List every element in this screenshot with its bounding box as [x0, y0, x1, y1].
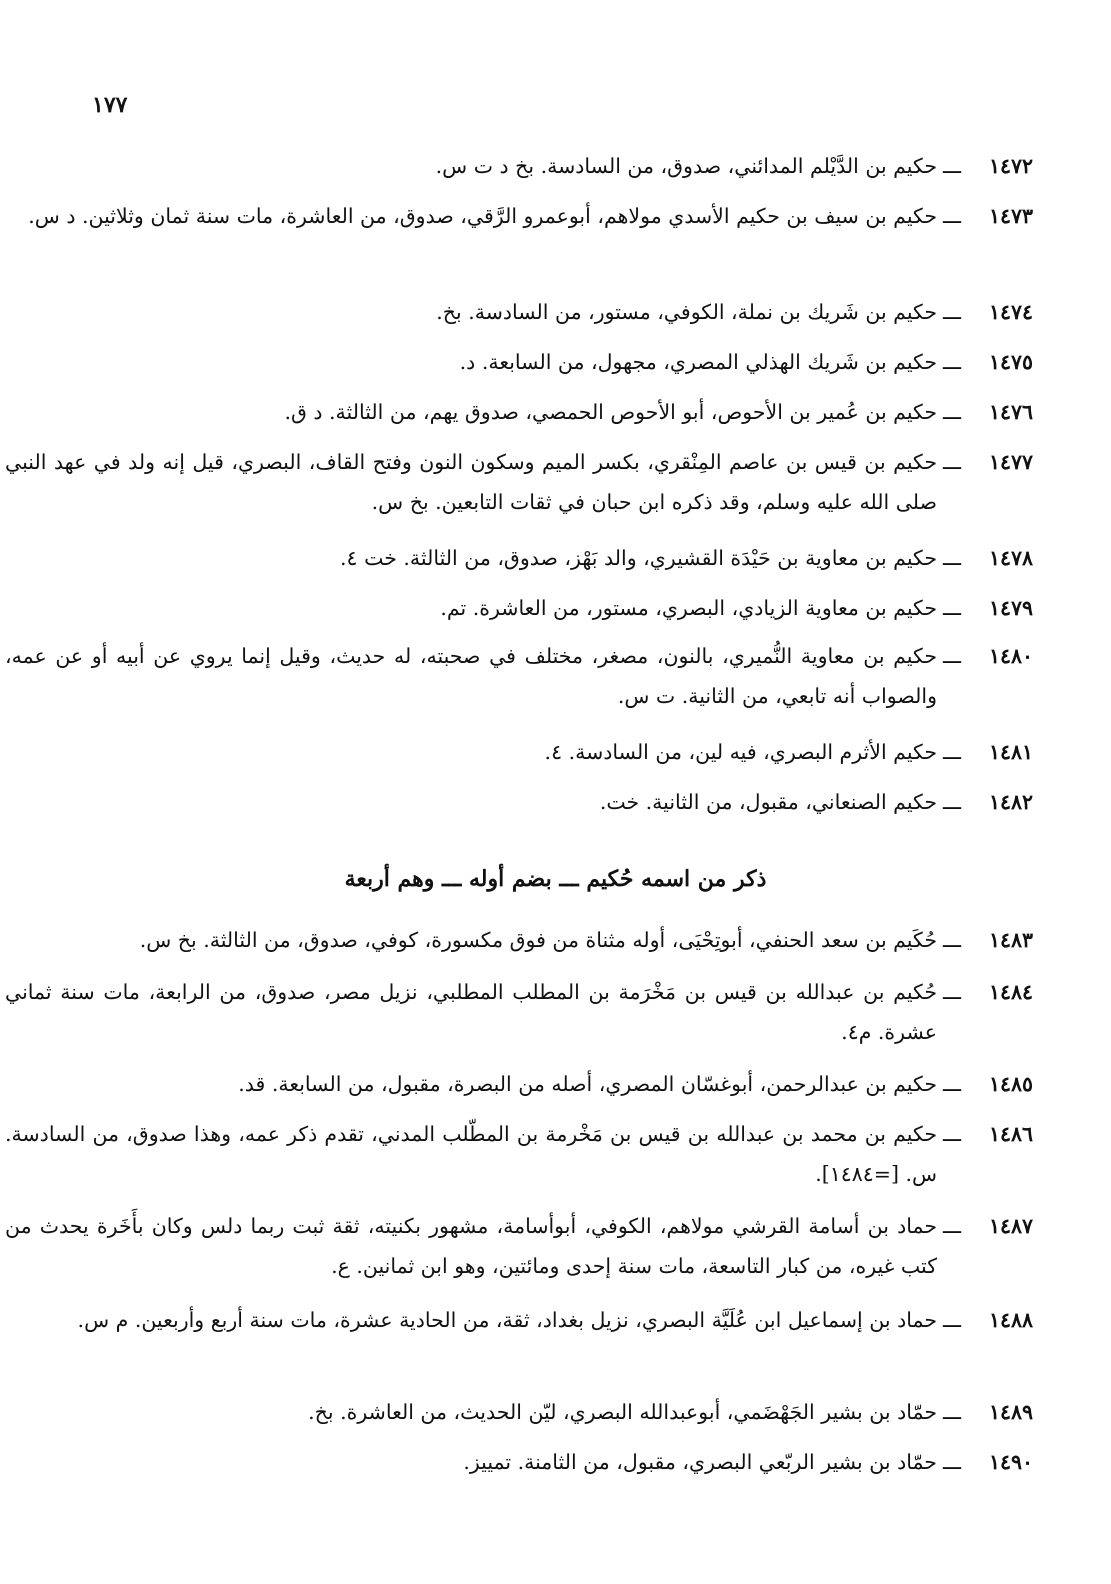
- entry-1488: [5, 1300, 1033, 1340]
- entry-number: ١٤٧٨: [988, 546, 1033, 570]
- entry-text: حكيم بن محمد بن عبدالله بن قيس بن مَخْرمة بن المطّلب المدني، تقدم ذكر عمه، وهذا صدوق، من السادسة. س. [=١٤٨٤].: [5, 1122, 937, 1186]
- entry-text: حكيم بن الدَّيْلم المدائني، صدوق، من السادسة. بخ د ت س.: [435, 154, 937, 178]
- entry-1490: [5, 1442, 1033, 1482]
- entry-1487: [5, 1206, 1033, 1286]
- entry-text: حكيم بن عبدالرحمن، أبوغسّان المصري، أصله من البصرة، مقبول، من السابعة. قد.: [238, 1072, 937, 1096]
- entry-dash: ـــ: [942, 204, 962, 228]
- entry-number: ١٤٨٠: [988, 644, 1033, 668]
- entry-dash: ـــ: [942, 596, 962, 620]
- entry-text: حكيم بن سيف بن حكيم الأسدي مولاهم، أبوعمرو الرَّقي، صدوق، من العاشرة، مات سنة ثمان وثلاثين. د س.: [28, 204, 937, 228]
- entry-1482: [5, 782, 1033, 822]
- entry-dash: ـــ: [942, 300, 962, 324]
- entry-text: حمّاد بن بشير الجَهْضَمي، أبوعبدالله البصري، ليّن الحديث، من العاشرة. بخ.: [308, 1400, 937, 1424]
- entry-dash: ـــ: [942, 980, 962, 1004]
- entry-dash: ـــ: [942, 450, 962, 474]
- section-heading: ذكر من اسمه حُكيم ـــ بضم أوله ـــ وهم أربعة: [344, 866, 767, 892]
- entry-number: ١٤٧٧: [988, 450, 1033, 474]
- entry-number: ١٤٨٤: [988, 980, 1033, 1004]
- entry-1478: [5, 538, 1033, 578]
- entry-1472: [5, 146, 1033, 186]
- entry-1477: [5, 442, 1033, 522]
- entry-1476: [5, 392, 1033, 432]
- entry-dash: ـــ: [942, 1450, 962, 1474]
- entry-number: ١٤٩٠: [988, 1450, 1033, 1474]
- entry-text: حماد بن أسامة القرشي مولاهم، الكوفي، أبوأسامة، مشهور بكنيته، ثقة ثبت ربما دلس وكان بأَخَرة يحدث من كتب غيره، من كبار التاسعة، مات سنة إحدى ومائتين، وهو ابن ثمانين. ع.: [5, 1214, 937, 1278]
- entry-1481: [5, 732, 1033, 772]
- entry-text: حكيم الصنعاني، مقبول، من الثانية. خت.: [599, 790, 937, 814]
- entry-text: حكيم بن معاوية النُّميري، بالنون، مصغر، مختلف في صحبته، له حديث، وقيل إنما يروي عن أبيه أو عن عمه، والصواب أنه تابعي، من الثانية. ت س.: [5, 644, 937, 708]
- entry-number: ١٤٨٩: [988, 1400, 1033, 1424]
- entry-number: ١٤٧٣: [988, 204, 1033, 228]
- entry-number: ١٤٨٧: [988, 1214, 1033, 1238]
- entry-dash: ـــ: [942, 740, 962, 764]
- entry-text: حمّاد بن بشير الربّعي البصري، مقبول، من الثامنة. تمييز.: [463, 1450, 937, 1474]
- entry-1474: [5, 292, 1033, 332]
- entry-text: حكيم بن شَريك الهذلي المصري، مجهول، من السابعة. د.: [459, 350, 937, 374]
- entry-text: حكيم بن معاوية الزيادي، البصري، مستور، من العاشرة. تم.: [440, 596, 937, 620]
- entry-dash: ـــ: [942, 1122, 962, 1146]
- entry-dash: ـــ: [942, 154, 962, 178]
- entry-dash: ـــ: [942, 1214, 962, 1238]
- entry-1479: [5, 588, 1033, 628]
- page-number: ١٧٧: [92, 92, 128, 118]
- entry-text: حكيم الأثرم البصري، فيه لين، من السادسة. ٤.: [544, 740, 937, 764]
- entry-text: حكيم بن عُمير بن الأحوص، أبو الأحوص الحمصي، صدوق يهم، من الثالثة. د ق.: [284, 400, 937, 424]
- entry-number: ١٤٧٢: [988, 154, 1033, 178]
- entry-dash: ـــ: [942, 400, 962, 424]
- entry-number: ١٤٨٦: [988, 1122, 1033, 1146]
- entry-number: ١٤٧٤: [988, 300, 1033, 324]
- entry-1480: [5, 636, 1033, 716]
- entry-1486: [5, 1114, 1033, 1194]
- entry-text: حكيم بن معاوية بن حَيْدَة القشيري، والد بَهْز، صدوق، من الثالثة. خت ٤.: [340, 546, 937, 570]
- entry-dash: ـــ: [942, 644, 962, 668]
- entry-number: ١٤٨٥: [988, 1072, 1033, 1096]
- entry-1484: [5, 972, 1033, 1052]
- entry-number: ١٤٧٦: [988, 400, 1033, 424]
- entry-text: حماد بن إسماعيل ابن عُلَيَّة البصري، نزيل بغداد، ثقة، من الحادية عشرة، مات سنة أربع وأربعين. م س.: [77, 1308, 937, 1332]
- entry-1473: [5, 196, 1033, 236]
- entry-dash: ـــ: [942, 546, 962, 570]
- entry-dash: ـــ: [942, 928, 962, 952]
- entry-dash: ـــ: [942, 350, 962, 374]
- entry-dash: ـــ: [942, 1072, 962, 1096]
- entry-1485: [5, 1064, 1033, 1104]
- entry-text: حُكيم بن عبدالله بن قيس بن مَخْرَمة بن المطلب المطلبي، نزيل مصر، صدوق، من الرابعة، مات سنة ثماني عشرة. م٤.: [5, 980, 937, 1044]
- entry-1475: [5, 342, 1033, 382]
- entry-1483: [5, 920, 1033, 960]
- entry-number: ١٤٨٢: [988, 790, 1033, 814]
- entry-1489: [5, 1392, 1033, 1432]
- entry-text: حُكَيم بن سعد الحنفي، أبوتِحْيَى، أوله مثناة من فوق مكسورة، كوفي، صدوق، من الثالثة. بخ س.: [139, 928, 937, 952]
- entry-number: ١٤٧٩: [988, 596, 1033, 620]
- entry-text: حكيم بن قيس بن عاصم المِنْقري، بكسر الميم وسكون النون وفتح القاف، البصري، قيل إنه ولد في عهد النبي صلى الله عليه وسلم، وقد ذكره ابن حبان في ثقات التابعين. بخ س.: [5, 450, 937, 514]
- entry-dash: ـــ: [942, 1308, 962, 1332]
- entry-dash: ـــ: [942, 790, 962, 814]
- entry-number: ١٤٨٣: [988, 928, 1033, 952]
- entry-number: ١٤٨٨: [988, 1308, 1033, 1332]
- entry-number: ١٤٧٥: [988, 350, 1033, 374]
- entry-text: حكيم بن شَريك بن نملة، الكوفي، مستور، من السادسة. بخ.: [436, 300, 937, 324]
- entry-dash: ـــ: [942, 1400, 962, 1424]
- entry-number: ١٤٨١: [988, 740, 1033, 764]
